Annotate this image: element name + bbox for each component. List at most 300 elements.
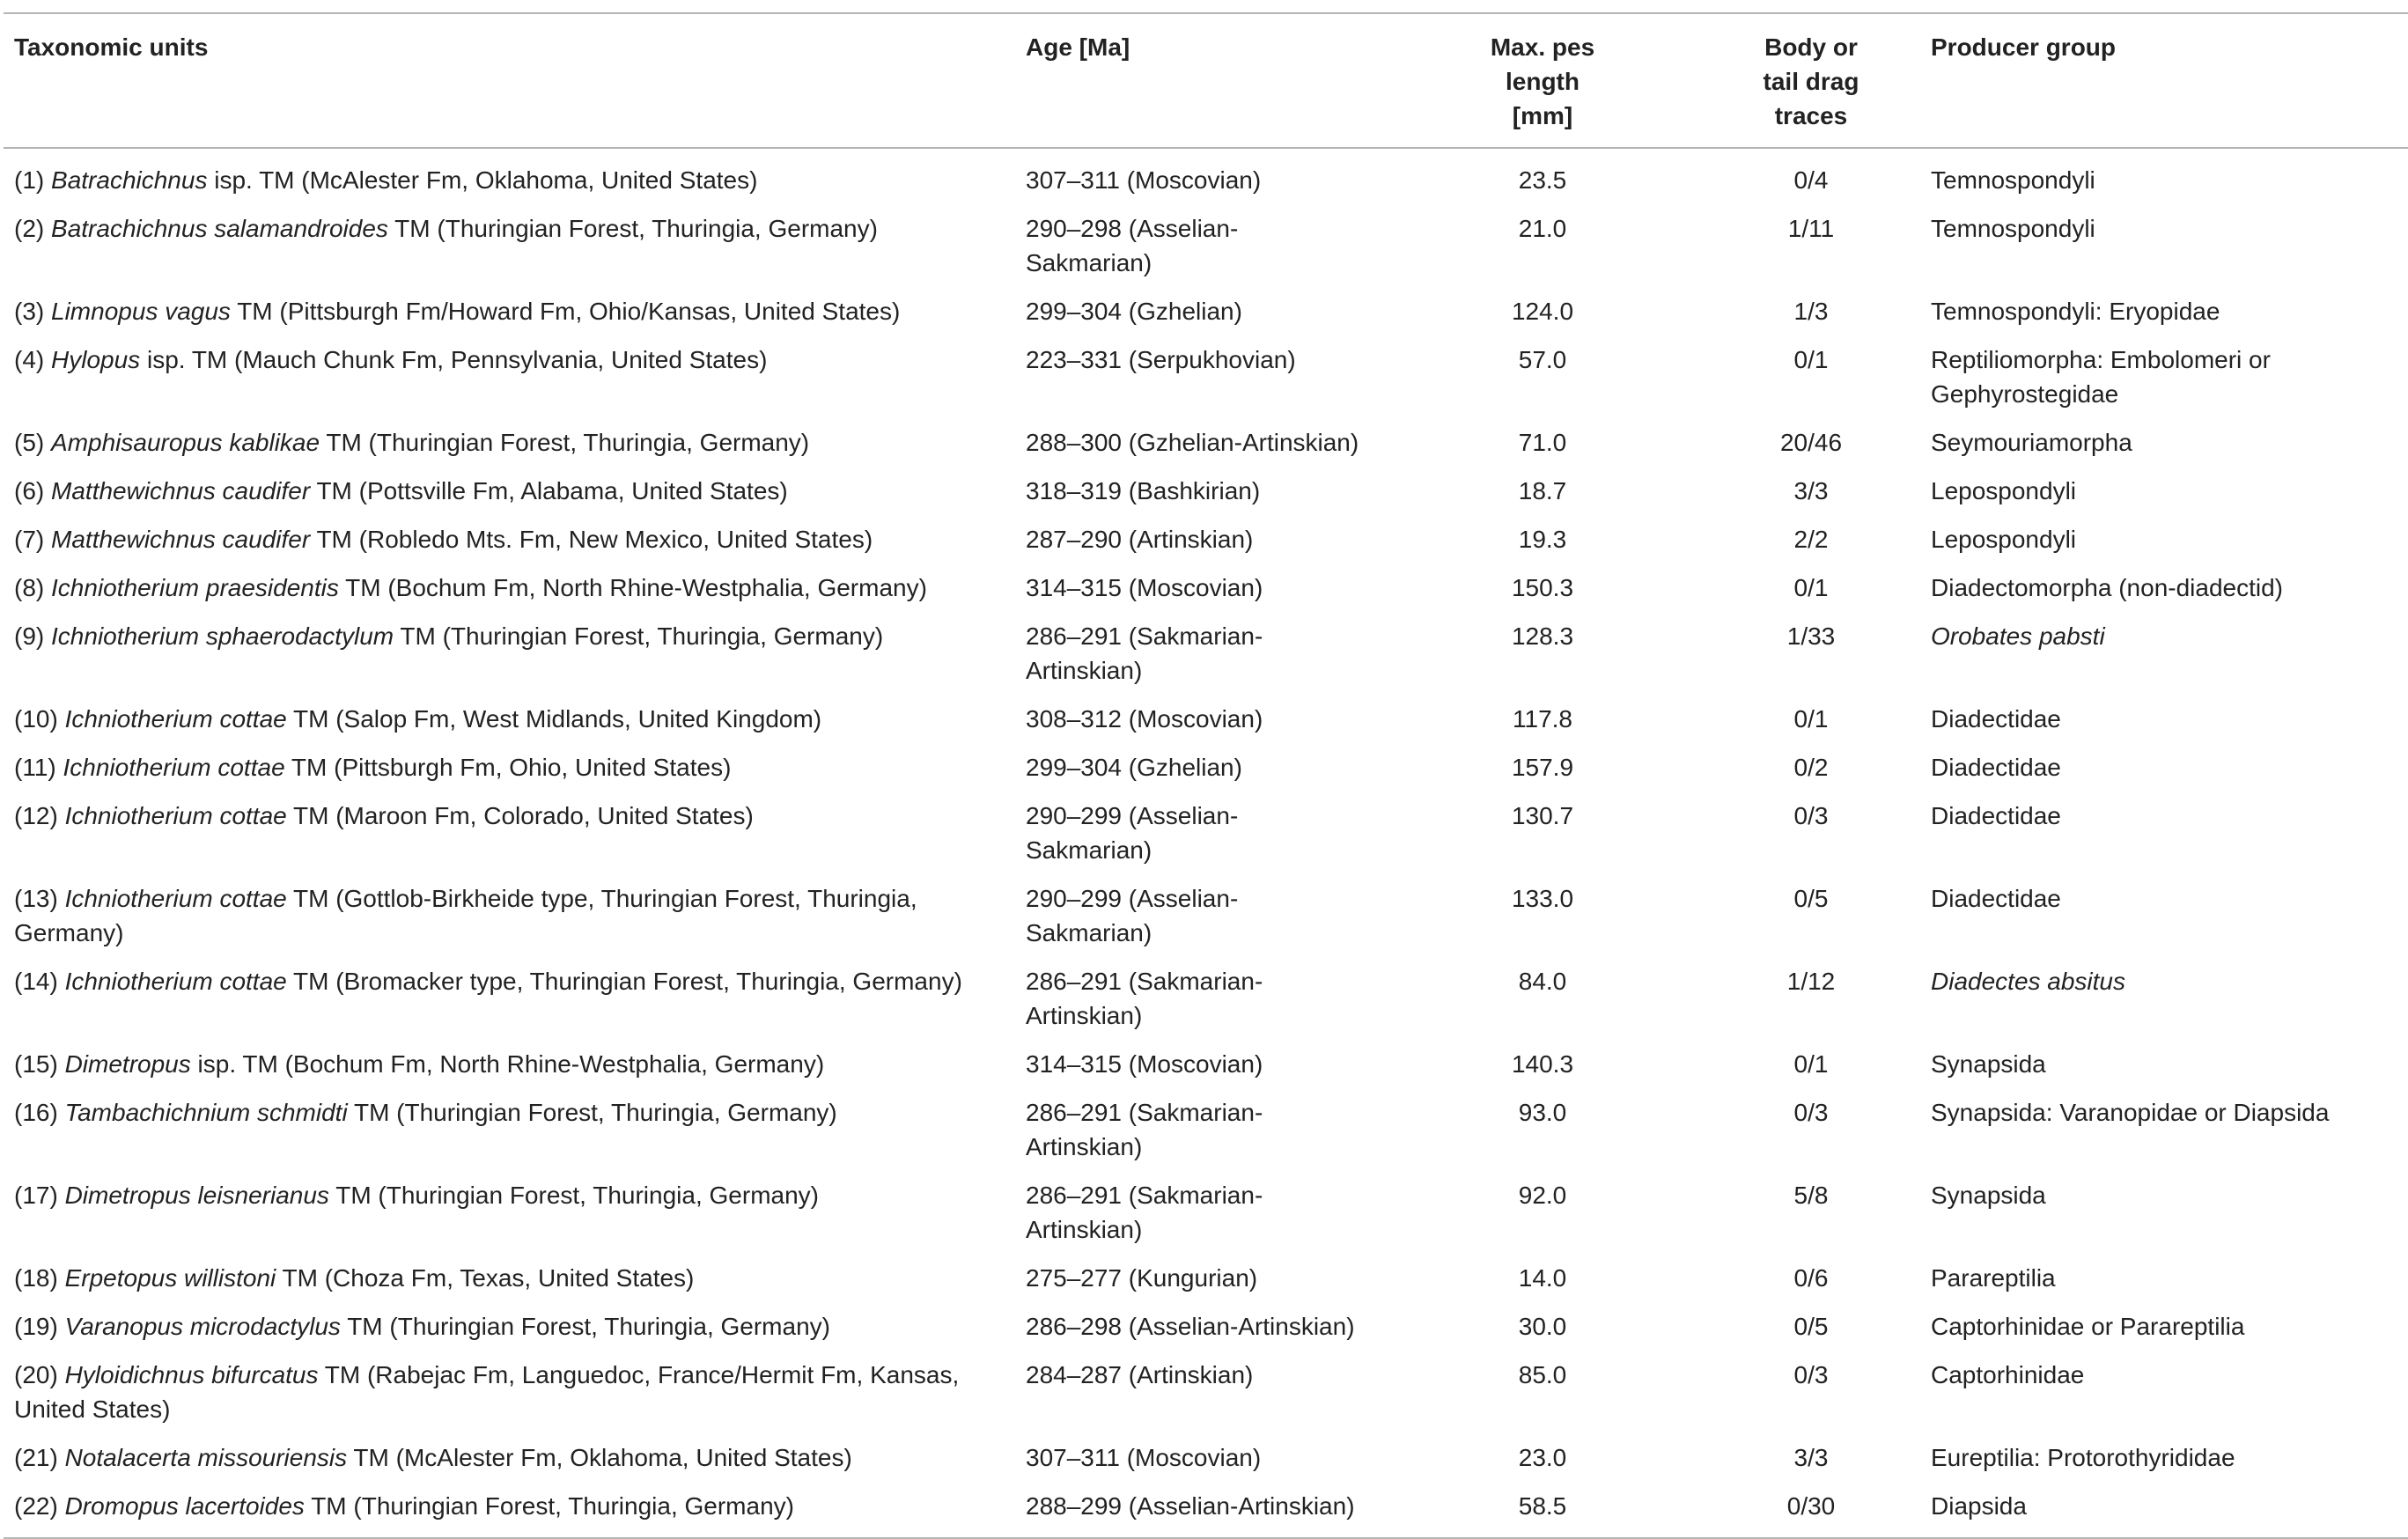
- taxon-details: TM (Choza Fm, Texas, United States): [276, 1264, 695, 1292]
- row-number: (5): [14, 429, 45, 456]
- header-taxonomic-units: [4, 13, 1026, 148]
- taxon-details: isp. TM (McAlester Fm, Oklahoma, United States): [207, 166, 758, 194]
- cell-age: [1026, 612, 1394, 695]
- pes-length-value: 18.7: [1518, 477, 1567, 504]
- cell-taxonomic-unit: [4, 1171, 1026, 1254]
- row-number: (19): [14, 1313, 58, 1340]
- taxon-name: Hyloidichnus bifurcatus: [64, 1361, 319, 1388]
- pes-length-value: 21.0: [1518, 215, 1567, 242]
- producer-group-value: Reptiliomorpha: Embolomeri or Gephyrostegidae: [1931, 346, 2271, 408]
- cell-drag-traces: [1691, 874, 1931, 957]
- producer-group-value: Lepospondyli: [1931, 477, 2077, 504]
- cell-taxonomic-unit: [4, 204, 1026, 287]
- cell-taxonomic-unit: [4, 1088, 1026, 1171]
- taxon-details: TM (Robledo Mts. Fm, New Mexico, United States): [310, 526, 873, 553]
- age-value: 286–291 (Sakmarian-Artinskian): [1026, 622, 1263, 684]
- cell-drag-traces: [1691, 204, 1931, 287]
- row-number: (17): [14, 1182, 58, 1209]
- cell-pes-length: [1394, 467, 1691, 515]
- drag-traces-value: 0/5: [1793, 885, 1829, 912]
- cell-taxonomic-unit: [4, 563, 1026, 612]
- taxon-name: Ichniotherium cottae: [63, 754, 285, 781]
- taxon-name: Ichniotherium cottae: [64, 802, 287, 829]
- drag-traces-value: 0/1: [1793, 1050, 1829, 1078]
- cell-age: [1026, 1088, 1394, 1171]
- cell-producer-group: [1931, 148, 2408, 204]
- table-row: [4, 612, 2408, 695]
- cell-drag-traces: [1691, 957, 1931, 1040]
- age-value: 290–299 (Asselian-Sakmarian): [1026, 885, 1239, 946]
- header-label: Producer group: [1931, 33, 2117, 61]
- age-value: 314–315 (Moscovian): [1026, 1050, 1263, 1078]
- table-row: [4, 695, 2408, 743]
- cell-drag-traces: [1691, 1088, 1931, 1171]
- row-number: (10): [14, 705, 58, 733]
- header-label: Age [Ma]: [1026, 33, 1130, 61]
- cell-age: [1026, 695, 1394, 743]
- cell-age: [1026, 957, 1394, 1040]
- cell-drag-traces: [1691, 1351, 1931, 1433]
- cell-pes-length: [1394, 1040, 1691, 1088]
- producer-group-value: Orobates pabsti: [1931, 622, 2105, 650]
- cell-pes-length: [1394, 418, 1691, 467]
- table-row: [4, 1040, 2408, 1088]
- taxon-name: Dimetropus leisnerianus: [64, 1182, 329, 1209]
- pes-length-value: 84.0: [1518, 968, 1567, 995]
- taxon-details: TM (Rabejac Fm, Languedoc, France/Hermit Fm, Kansas, United States): [14, 1361, 960, 1423]
- age-value: 288–300 (Gzhelian-Artinskian): [1026, 429, 1359, 456]
- producer-group-value: Diadectomorpha (non-diadectid): [1931, 574, 2283, 601]
- row-number: (20): [14, 1361, 58, 1388]
- producer-group-value: Diadectidae: [1931, 705, 2061, 733]
- cell-producer-group: [1931, 467, 2408, 515]
- taxon-name: Ichniotherium cottae: [64, 705, 287, 733]
- taxon-name: Varanopus microdactylus: [64, 1313, 341, 1340]
- cell-producer-group: [1931, 612, 2408, 695]
- table-header: [4, 13, 2408, 148]
- producer-group-value: Temnospondyli: [1931, 166, 2095, 194]
- cell-age: [1026, 335, 1394, 418]
- table-row: [4, 1171, 2408, 1254]
- cell-pes-length: [1394, 695, 1691, 743]
- age-value: 284–287 (Artinskian): [1026, 1361, 1254, 1388]
- drag-traces-value: 0/30: [1786, 1492, 1836, 1520]
- pes-length-value: 14.0: [1518, 1264, 1567, 1292]
- cell-producer-group: [1931, 418, 2408, 467]
- cell-age: [1026, 467, 1394, 515]
- table-row: [4, 1482, 2408, 1538]
- cell-taxonomic-unit: [4, 1482, 1026, 1538]
- cell-drag-traces: [1691, 1171, 1931, 1254]
- drag-traces-value: 0/3: [1793, 1361, 1829, 1388]
- cell-drag-traces: [1691, 1254, 1931, 1302]
- taxon-details: TM (Thuringian Forest, Thuringia, Germany): [340, 1313, 830, 1340]
- row-number: (22): [14, 1492, 58, 1520]
- age-value: 286–291 (Sakmarian-Artinskian): [1026, 1182, 1263, 1243]
- cell-age: [1026, 743, 1394, 792]
- cell-age: [1026, 874, 1394, 957]
- pes-length-value: 124.0: [1511, 298, 1574, 325]
- cell-producer-group: [1931, 1254, 2408, 1302]
- cell-taxonomic-unit: [4, 1254, 1026, 1302]
- age-value: 299–304 (Gzhelian): [1026, 754, 1242, 781]
- producer-group-value: Parareptilia: [1931, 1264, 2056, 1292]
- drag-traces-value: 1/11: [1787, 215, 1835, 242]
- table-row: [4, 1254, 2408, 1302]
- cell-taxonomic-unit: [4, 792, 1026, 874]
- cell-pes-length: [1394, 148, 1691, 204]
- cell-taxonomic-unit: [4, 957, 1026, 1040]
- cell-age: [1026, 792, 1394, 874]
- cell-age: [1026, 563, 1394, 612]
- row-number: (15): [14, 1050, 58, 1078]
- row-number: (11): [14, 754, 56, 781]
- table-row: [4, 743, 2408, 792]
- pes-length-value: 71.0: [1518, 429, 1567, 456]
- cell-taxonomic-unit: [4, 1302, 1026, 1351]
- drag-traces-value: 1/33: [1786, 622, 1836, 650]
- cell-pes-length: [1394, 874, 1691, 957]
- producer-group-value: Captorhinidae: [1931, 1361, 2085, 1388]
- table-row: [4, 467, 2408, 515]
- pes-length-value: 157.9: [1511, 754, 1574, 781]
- producer-group-value: Diadectidae: [1931, 885, 2061, 912]
- cell-drag-traces: [1691, 695, 1931, 743]
- age-value: 287–290 (Artinskian): [1026, 526, 1254, 553]
- row-number: (6): [14, 477, 45, 504]
- producer-group-value: Diadectidae: [1931, 754, 2061, 781]
- header-label: Taxonomic units: [14, 33, 209, 61]
- cell-producer-group: [1931, 743, 2408, 792]
- taxon-name: Amphisauropus kablikae: [51, 429, 320, 456]
- producer-group-value: Temnospondyli: [1931, 215, 2095, 242]
- cell-drag-traces: [1691, 148, 1931, 204]
- cell-drag-traces: [1691, 467, 1931, 515]
- cell-taxonomic-unit: [4, 1433, 1026, 1482]
- pes-length-value: 92.0: [1518, 1182, 1567, 1209]
- taxon-name: Batrachichnus salamandroides: [51, 215, 388, 242]
- taxon-details: TM (Gottlob-Birkheide type, Thuringian Forest, Thuringia, Germany): [14, 885, 917, 946]
- cell-pes-length: [1394, 1302, 1691, 1351]
- taxon-name: Ichniotherium cottae: [64, 885, 287, 912]
- table-row: [4, 563, 2408, 612]
- cell-producer-group: [1931, 563, 2408, 612]
- pes-length-value: 58.5: [1518, 1492, 1567, 1520]
- pes-length-value: 117.8: [1513, 705, 1572, 733]
- taxon-details: TM (Bromacker type, Thuringian Forest, Thuringia, Germany): [286, 968, 962, 995]
- row-number: (14): [14, 968, 58, 995]
- taxon-name: Batrachichnus: [51, 166, 208, 194]
- taxon-name: Hylopus: [51, 346, 141, 373]
- age-value: 308–312 (Moscovian): [1026, 705, 1263, 733]
- pes-length-value: 150.3: [1511, 574, 1574, 601]
- cell-age: [1026, 1254, 1394, 1302]
- cell-drag-traces: [1691, 563, 1931, 612]
- cell-taxonomic-unit: [4, 287, 1026, 335]
- table-row: [4, 1088, 2408, 1171]
- cell-taxonomic-unit: [4, 695, 1026, 743]
- table-row: [4, 515, 2408, 563]
- cell-taxonomic-unit: [4, 148, 1026, 204]
- taxon-details: isp. TM (Mauch Chunk Fm, Pennsylvania, United States): [140, 346, 768, 373]
- cell-drag-traces: [1691, 1302, 1931, 1351]
- taxon-name: Limnopus vagus: [51, 298, 231, 325]
- taxon-name: Dromopus lacertoides: [64, 1492, 305, 1520]
- cell-producer-group: [1931, 792, 2408, 874]
- cell-drag-traces: [1691, 418, 1931, 467]
- producer-group-value: Seymouriamorpha: [1931, 429, 2132, 456]
- row-number: (3): [14, 298, 45, 325]
- cell-pes-length: [1394, 204, 1691, 287]
- table-row: [4, 1433, 2408, 1482]
- age-value: 290–298 (Asselian-Sakmarian): [1026, 215, 1239, 276]
- header-drag-traces: [1691, 13, 1931, 148]
- pes-length-value: 93.0: [1518, 1099, 1567, 1126]
- taxon-name: Matthewichnus caudifer: [51, 477, 311, 504]
- taxon-details: TM (Thuringian Forest, Thuringia, Germany): [394, 622, 884, 650]
- producer-group-value: Synapsida: [1931, 1050, 2046, 1078]
- cell-pes-length: [1394, 1351, 1691, 1433]
- taxon-details: TM (Thuringian Forest, Thuringia, Germany): [347, 1099, 837, 1126]
- row-number: (21): [14, 1444, 58, 1471]
- cell-pes-length: [1394, 1433, 1691, 1482]
- row-number: (9): [14, 622, 45, 650]
- drag-traces-value: 0/3: [1793, 802, 1829, 829]
- taxon-name: Tambachichnium schmidti: [64, 1099, 348, 1126]
- producer-group-value: Diadectidae: [1931, 802, 2061, 829]
- table-row: [4, 874, 2408, 957]
- pes-length-value: 23.0: [1518, 1444, 1567, 1471]
- table-body: [4, 148, 2408, 1538]
- cell-age: [1026, 1351, 1394, 1433]
- age-value: 299–304 (Gzhelian): [1026, 298, 1242, 325]
- table-row: [4, 148, 2408, 204]
- cell-age: [1026, 1433, 1394, 1482]
- cell-producer-group: [1931, 874, 2408, 957]
- cell-age: [1026, 148, 1394, 204]
- cell-age: [1026, 1171, 1394, 1254]
- table-row: [4, 1351, 2408, 1433]
- cell-taxonomic-unit: [4, 335, 1026, 418]
- drag-traces-value: 1/3: [1793, 298, 1829, 325]
- cell-age: [1026, 515, 1394, 563]
- cell-drag-traces: [1691, 1433, 1931, 1482]
- age-value: 275–277 (Kungurian): [1026, 1264, 1258, 1292]
- cell-taxonomic-unit: [4, 612, 1026, 695]
- cell-pes-length: [1394, 792, 1691, 874]
- cell-pes-length: [1394, 1482, 1691, 1538]
- taxon-name: Erpetopus willistoni: [64, 1264, 276, 1292]
- row-number: (2): [14, 215, 45, 242]
- taxon-details: TM (Thuringian Forest, Thuringia, Germany): [387, 215, 878, 242]
- cell-producer-group: [1931, 1351, 2408, 1433]
- taxon-name: Ichniotherium cottae: [64, 968, 287, 995]
- producer-group-value: Captorhinidae or Parareptilia: [1931, 1313, 2245, 1340]
- producer-group-value: Synapsida: Varanopidae or Diapsida: [1931, 1099, 2330, 1126]
- drag-traces-value: 20/46: [1779, 429, 1843, 456]
- cell-producer-group: [1931, 1088, 2408, 1171]
- cell-producer-group: [1931, 1040, 2408, 1088]
- cell-producer-group: [1931, 204, 2408, 287]
- header-label: Body or tail drag traces: [1763, 33, 1859, 129]
- cell-age: [1026, 1302, 1394, 1351]
- cell-drag-traces: [1691, 287, 1931, 335]
- taxon-name: Ichniotherium praesidentis: [51, 574, 339, 601]
- age-value: 286–291 (Sakmarian-Artinskian): [1026, 968, 1263, 1029]
- table-row: [4, 1302, 2408, 1351]
- drag-traces-value: 0/2: [1793, 754, 1829, 781]
- taxon-details: TM (Maroon Fm, Colorado, United States): [286, 802, 754, 829]
- taxon-name: Dimetropus: [64, 1050, 191, 1078]
- header-label: Max. pes length [mm]: [1490, 33, 1595, 129]
- cell-age: [1026, 418, 1394, 467]
- data-table: [4, 12, 2408, 1539]
- pes-length-value: 128.3: [1511, 622, 1574, 650]
- row-number: (8): [14, 574, 45, 601]
- header-max-pes-length: [1394, 13, 1691, 148]
- age-value: 318–319 (Bashkirian): [1026, 477, 1261, 504]
- producer-group-value: Temnospondyli: Eryopidae: [1931, 298, 2220, 325]
- cell-producer-group: [1931, 1482, 2408, 1538]
- taxon-details: TM (Thuringian Forest, Thuringia, Germany): [328, 1182, 819, 1209]
- cell-drag-traces: [1691, 1482, 1931, 1538]
- taxon-details: TM (Salop Fm, West Midlands, United Kingdom): [286, 705, 822, 733]
- cell-age: [1026, 204, 1394, 287]
- producer-group-value: Diapsida: [1931, 1492, 2027, 1520]
- taxon-details: TM (Pottsville Fm, Alabama, United States): [310, 477, 788, 504]
- row-number: (12): [14, 802, 58, 829]
- drag-traces-value: 0/6: [1793, 1264, 1829, 1292]
- cell-producer-group: [1931, 695, 2408, 743]
- pes-length-value: 57.0: [1518, 346, 1567, 373]
- age-value: 314–315 (Moscovian): [1026, 574, 1263, 601]
- cell-age: [1026, 1482, 1394, 1538]
- taxon-name: Ichniotherium sphaerodactylum: [51, 622, 394, 650]
- drag-traces-value: 0/1: [1793, 574, 1829, 601]
- header-row: [4, 13, 2408, 148]
- table-row: [4, 287, 2408, 335]
- cell-pes-length: [1394, 335, 1691, 418]
- cell-pes-length: [1394, 1254, 1691, 1302]
- age-value: 290–299 (Asselian-Sakmarian): [1026, 802, 1239, 864]
- taxon-details: TM (Bochum Fm, North Rhine-Westphalia, Germany): [338, 574, 927, 601]
- cell-age: [1026, 1040, 1394, 1088]
- table-row: [4, 204, 2408, 287]
- age-value: 286–298 (Asselian-Artinskian): [1026, 1313, 1355, 1340]
- age-value: 223–331 (Serpukhovian): [1026, 346, 1296, 373]
- taxon-details: TM (Pittsburgh Fm/Howard Fm, Ohio/Kansas, United States): [230, 298, 901, 325]
- taxon-name: Notalacerta missouriensis: [64, 1444, 348, 1471]
- drag-traces-value: 0/1: [1793, 346, 1829, 373]
- cell-taxonomic-unit: [4, 515, 1026, 563]
- drag-traces-value: 3/3: [1793, 477, 1829, 504]
- cell-drag-traces: [1691, 515, 1931, 563]
- taxon-details: TM (Pittsburgh Fm, Ohio, United States): [284, 754, 732, 781]
- age-value: 307–311 (Moscovian): [1026, 1444, 1262, 1471]
- pes-length-value: 23.5: [1518, 166, 1567, 194]
- drag-traces-value: 0/5: [1793, 1313, 1829, 1340]
- cell-producer-group: [1931, 515, 2408, 563]
- pes-length-value: 140.3: [1511, 1050, 1574, 1078]
- table-row: [4, 792, 2408, 874]
- row-number: (18): [14, 1264, 58, 1292]
- cell-pes-length: [1394, 743, 1691, 792]
- cell-drag-traces: [1691, 612, 1931, 695]
- cell-pes-length: [1394, 563, 1691, 612]
- cell-taxonomic-unit: [4, 1040, 1026, 1088]
- cell-pes-length: [1394, 515, 1691, 563]
- cell-taxonomic-unit: [4, 874, 1026, 957]
- cell-pes-length: [1394, 1088, 1691, 1171]
- taxon-details: TM (McAlester Fm, Oklahoma, United States): [347, 1444, 852, 1471]
- table-row: [4, 418, 2408, 467]
- cell-producer-group: [1931, 1302, 2408, 1351]
- header-producer-group: [1931, 13, 2408, 148]
- drag-traces-value: 0/3: [1793, 1099, 1829, 1126]
- cell-producer-group: [1931, 1171, 2408, 1254]
- producer-group-value: Eureptilia: Protorothyrididae: [1931, 1444, 2235, 1471]
- header-age: [1026, 13, 1394, 148]
- row-number: (4): [14, 346, 45, 373]
- cell-age: [1026, 287, 1394, 335]
- drag-traces-value: 5/8: [1793, 1182, 1829, 1209]
- drag-traces-value: 1/12: [1786, 968, 1836, 995]
- age-value: 307–311 (Moscovian): [1026, 166, 1262, 194]
- cell-pes-length: [1394, 1171, 1691, 1254]
- cell-taxonomic-unit: [4, 467, 1026, 515]
- drag-traces-value: 2/2: [1793, 526, 1829, 553]
- cell-taxonomic-unit: [4, 743, 1026, 792]
- cell-pes-length: [1394, 287, 1691, 335]
- taxon-details: TM (Thuringian Forest, Thuringia, Germany): [304, 1492, 794, 1520]
- cell-taxonomic-unit: [4, 1351, 1026, 1433]
- drag-traces-value: 3/3: [1793, 1444, 1829, 1471]
- age-value: 288–299 (Asselian-Artinskian): [1026, 1492, 1355, 1520]
- pes-length-value: 130.7: [1511, 802, 1574, 829]
- row-number: (13): [14, 885, 58, 912]
- cell-producer-group: [1931, 957, 2408, 1040]
- table-row: [4, 335, 2408, 418]
- pes-length-value: 30.0: [1518, 1313, 1567, 1340]
- cell-drag-traces: [1691, 792, 1931, 874]
- cell-producer-group: [1931, 1433, 2408, 1482]
- table-row: [4, 957, 2408, 1040]
- cell-pes-length: [1394, 957, 1691, 1040]
- row-number: (16): [14, 1099, 58, 1126]
- row-number: (1): [14, 166, 45, 194]
- producer-group-value: Synapsida: [1931, 1182, 2046, 1209]
- pes-length-value: 133.0: [1511, 885, 1574, 912]
- drag-traces-value: 0/1: [1793, 705, 1829, 733]
- producer-group-value: Diadectes absitus: [1931, 968, 2126, 995]
- taxon-name: Matthewichnus caudifer: [51, 526, 311, 553]
- cell-pes-length: [1394, 612, 1691, 695]
- producer-group-value: Lepospondyli: [1931, 526, 2077, 553]
- cell-producer-group: [1931, 287, 2408, 335]
- cell-drag-traces: [1691, 1040, 1931, 1088]
- cell-drag-traces: [1691, 335, 1931, 418]
- age-value: 286–291 (Sakmarian-Artinskian): [1026, 1099, 1263, 1160]
- pes-length-value: 19.3: [1518, 526, 1567, 553]
- drag-traces-value: 0/4: [1793, 166, 1829, 194]
- cell-drag-traces: [1691, 743, 1931, 792]
- cell-producer-group: [1931, 335, 2408, 418]
- row-number: (7): [14, 526, 45, 553]
- cell-taxonomic-unit: [4, 418, 1026, 467]
- taxon-details: TM (Thuringian Forest, Thuringia, Germany): [320, 429, 810, 456]
- pes-length-value: 85.0: [1518, 1361, 1567, 1388]
- taxon-details: isp. TM (Bochum Fm, North Rhine-Westphalia, Germany): [190, 1050, 825, 1078]
